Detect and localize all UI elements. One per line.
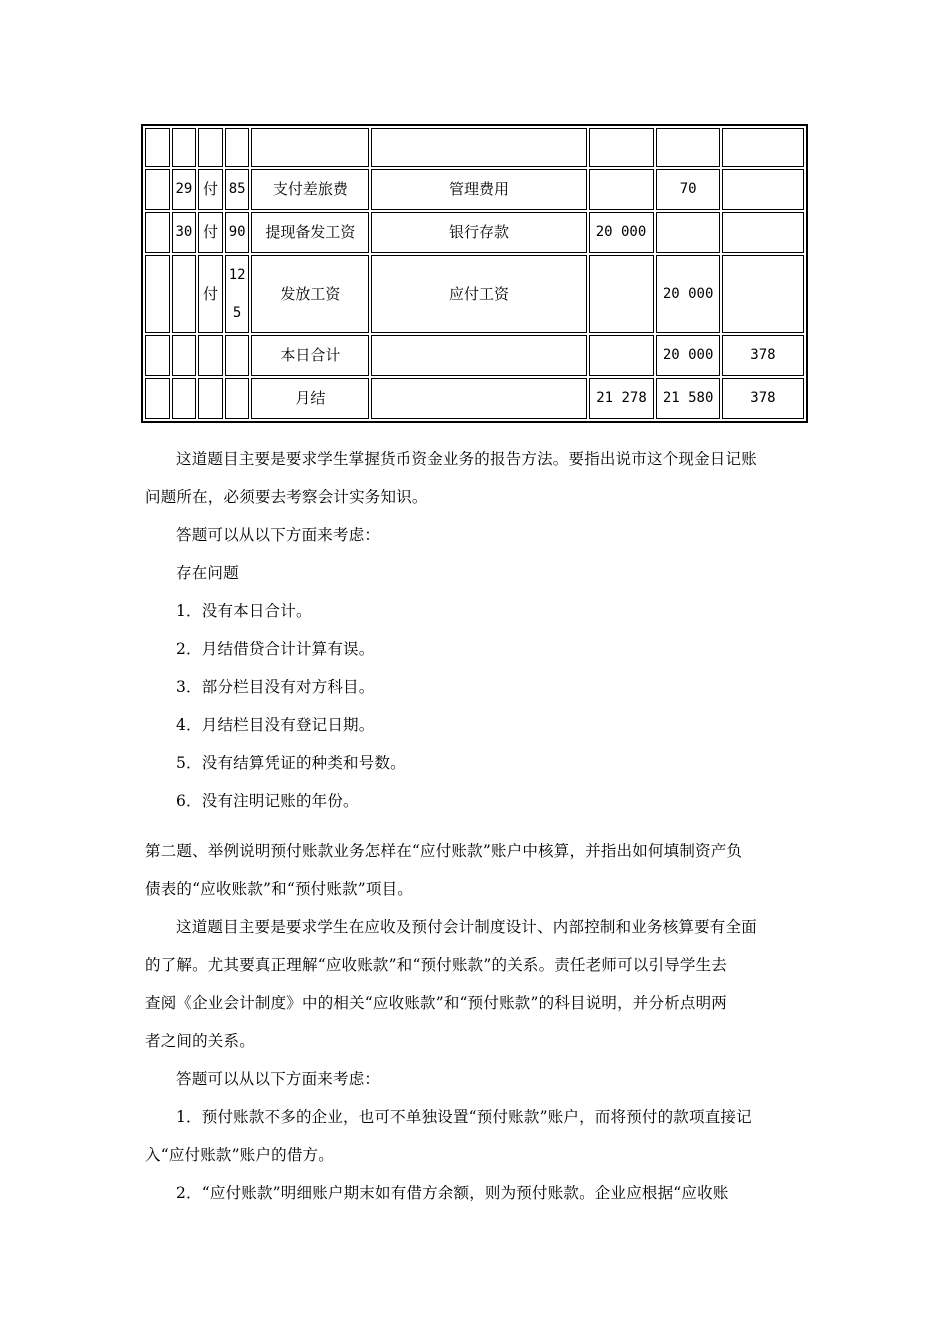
- consider-line: 答题可以从以下方面来考虑：: [176, 526, 381, 544]
- list-item-continuation: 入“应付账款”账户的借方。: [145, 1146, 334, 1164]
- credit-cell: [656, 212, 720, 253]
- paragraph-line: 者之间的关系。: [145, 1032, 255, 1050]
- list-item: 6．没有注明记账的年份。: [176, 792, 359, 810]
- list-item: 2．“应付账款”明细账户期末如有借方余额，则为预付账款。企业应根据“应收账: [176, 1184, 729, 1202]
- voucher-type-cell: 付: [198, 169, 223, 210]
- summary-cell: 本日合计: [251, 335, 369, 376]
- account-cell: 银行存款: [371, 212, 586, 253]
- paragraph: 这道题目主要是要求学生掌握货币资金业务的报告方法。要指出说市这个现金日记账: [176, 450, 757, 468]
- table-row: [145, 255, 804, 333]
- list-item: 2．月结借贷合计计算有误。: [176, 640, 375, 658]
- question-heading: 第二题、举例说明预付账款业务怎样在“应付账款”账户中核算，并指出如何填制资产负: [145, 842, 743, 860]
- credit-cell: 20 000: [656, 335, 720, 376]
- day-cell: [172, 255, 197, 333]
- balance-cell: [722, 212, 804, 253]
- balance-cell: [722, 255, 804, 333]
- voucher-no-cell: 12 5: [225, 255, 250, 333]
- list-item: 4．月结栏目没有登记日期。: [176, 716, 375, 734]
- issues-heading: 存在问题: [176, 564, 239, 582]
- paragraph-line: 的了解。尤其要真正理解“应收账款”和“预付账款”的关系。责任老师可以引导学生去: [145, 956, 727, 974]
- list-item: 3．部分栏目没有对方科目。: [176, 678, 375, 696]
- section-one: [145, 440, 810, 820]
- table-row: [145, 335, 804, 376]
- cash-journal-table: [141, 124, 808, 423]
- debit-cell: [589, 255, 655, 333]
- voucher-no-cell: 85: [225, 169, 250, 210]
- table-row: [145, 169, 804, 210]
- paragraph-line: 查阅《企业会计制度》中的相关“应收账款”和“预付账款”的科目说明，并分析点明两: [145, 994, 727, 1012]
- debit-cell: 21 278: [589, 378, 655, 419]
- balance-cell: 378: [722, 378, 804, 419]
- summary-cell: 发放工资: [251, 255, 369, 333]
- balance-cell: 378: [722, 335, 804, 376]
- summary-cell: 提现备发工资: [251, 212, 369, 253]
- voucher-type-cell: 付: [198, 212, 223, 253]
- credit-cell: 21 580: [656, 378, 720, 419]
- summary-cell: 月结: [251, 378, 369, 419]
- account-cell: 应付工资: [371, 255, 586, 333]
- table-row: [145, 212, 804, 253]
- credit-cell: 20 000: [656, 255, 720, 333]
- list-item: 1．没有本日合计。: [176, 602, 312, 620]
- day-cell: 29: [172, 169, 197, 210]
- credit-cell: 70: [656, 169, 720, 210]
- table-row: [145, 128, 804, 167]
- voucher-no-cell: 90: [225, 212, 250, 253]
- section-two: [145, 832, 810, 1212]
- balance-cell: [722, 169, 804, 210]
- account-cell: 管理费用: [371, 169, 586, 210]
- consider-line: 答题可以从以下方面来考虑：: [176, 1070, 381, 1088]
- paragraph: 这道题目主要是要求学生在应收及预付会计制度设计、内部控制和业务核算要有全面: [176, 918, 757, 936]
- table-row: [145, 378, 804, 419]
- day-cell: 30: [172, 212, 197, 253]
- voucher-type-cell: 付: [198, 255, 223, 333]
- debit-cell: 20 000: [589, 212, 655, 253]
- list-item: 5．没有结算凭证的种类和号数。: [176, 754, 406, 772]
- paragraph-continuation: 问题所在，必须要去考察会计实务知识。: [145, 488, 428, 506]
- question-heading-continuation: 债表的“应收账款”和“预付账款”项目。: [145, 880, 413, 898]
- summary-cell: 支付差旅费: [251, 169, 369, 210]
- list-item: 1．预付账款不多的企业，也可不单独设置“预付账款”账户，而将预付的款项直接记: [176, 1108, 752, 1126]
- debit-cell: [589, 169, 655, 210]
